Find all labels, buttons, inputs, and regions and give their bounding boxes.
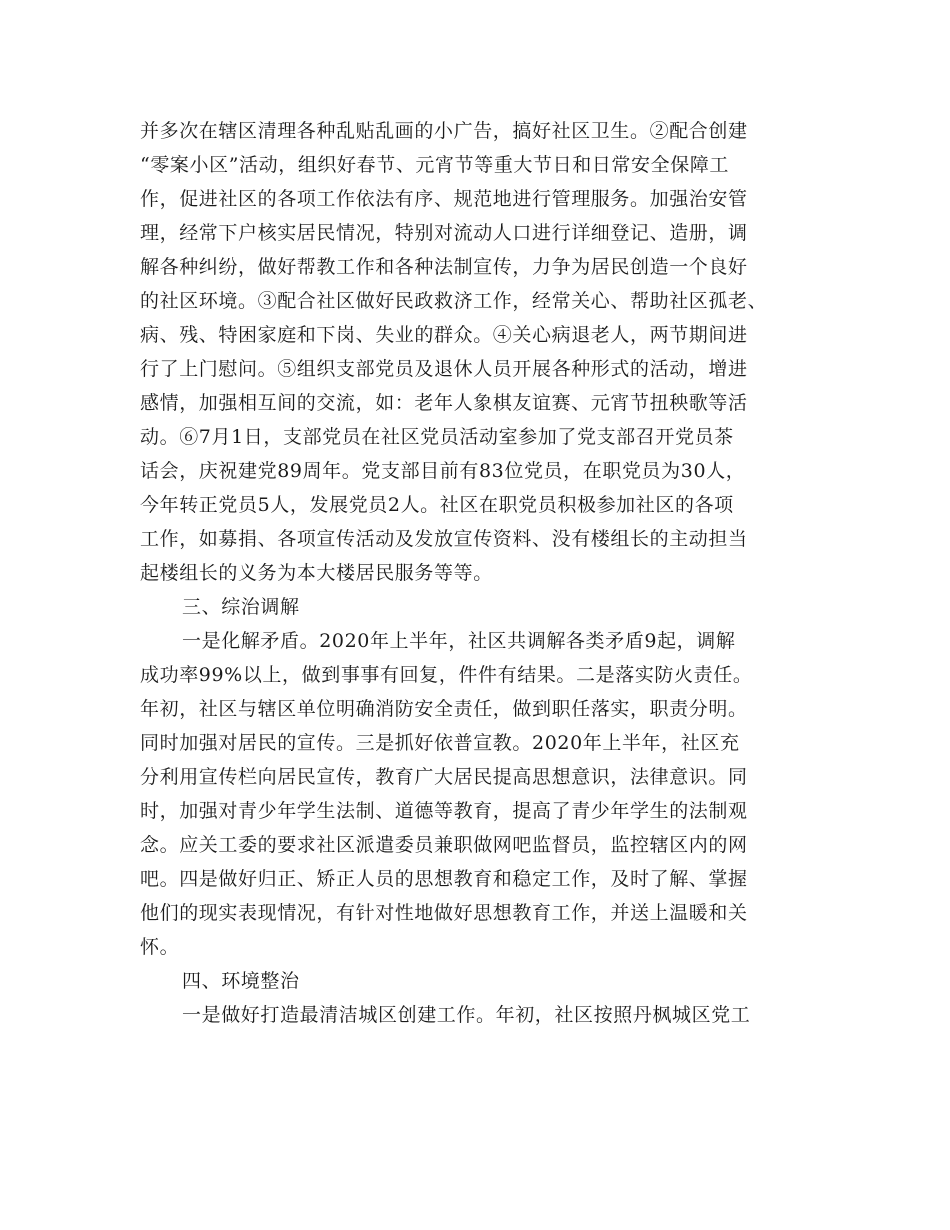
paragraph-line: 理，经常下户核实居民情况，特别对流动人口进行详细登记、造册，调 xyxy=(140,222,748,244)
paragraph-line: 起楼组长的义务为本大楼居民服务等等。 xyxy=(140,562,493,584)
paragraph-line: 时，加强对青少年学生法制、道德等教育，提高了青少年学生的法制观 xyxy=(140,800,748,822)
paragraph-line: 行了上门慰问。⑤组织支部党员及退休人员开展各种形式的活动，增进 xyxy=(140,358,748,380)
paragraph-line: 作，促进社区的各项工作依法有序、规范地进行管理服务。加强治安管 xyxy=(140,188,748,210)
paragraph-line: 分利用宣传栏向居民宣传，教育广大居民提高思想意识，法律意识。同 xyxy=(140,766,748,788)
paragraph-line: 同时加强对居民的宣传。三是抓好依普宣教。2020年上半年，社区充 xyxy=(140,732,740,754)
paragraph-line: 动。⑥7月1日，支部党员在社区党员活动室参加了党支部召开党员茶 xyxy=(140,426,734,448)
paragraph-line: 成功率99%以上，做到事事有回复，件件有结果。二是落实防火责任。 xyxy=(140,664,753,686)
paragraph-line: 一是化解矛盾。2020年上半年，社区共调解各类矛盾9起，调解 xyxy=(182,630,736,652)
paragraph-line: “零案小区”活动，组织好春节、元宵节等重大节日和日常安全保障工 xyxy=(140,154,730,176)
paragraph-line: 并多次在辖区清理各种乱贴乱画的小广告，搞好社区卫生。②配合创建 xyxy=(140,120,748,142)
paragraph-line: 他们的现实表现情况，有针对性地做好思想教育工作，并送上温暖和关 xyxy=(140,902,748,924)
paragraph-line: 的社区环境。③配合社区做好民政救济工作，经常关心、帮助社区孤老、 xyxy=(140,290,768,312)
paragraph-line: 工作，如募捐、各项宣传活动及发放宣传资料、没有楼组长的主动担当 xyxy=(140,528,748,550)
paragraph-line: 解各种纠纷，做好帮教工作和各种法制宣传，力争为居民创造一个良好 xyxy=(140,256,748,278)
section-heading: 三、综治调解 xyxy=(182,596,300,618)
paragraph-line: 吧。四是做好归正、矫正人员的思想教育和稳定工作，及时了解、掌握 xyxy=(140,868,748,890)
paragraph-line: 病、残、特困家庭和下岗、失业的群众。④关心病退老人，两节期间进 xyxy=(140,324,748,346)
paragraph-line: 念。应关工委的要求社区派遣委员兼职做网吧监督员，监控辖区内的网 xyxy=(140,834,748,856)
paragraph-line: 年初，社区与辖区单位明确消防安全责任，做到职任落实，职责分明。 xyxy=(140,698,748,720)
paragraph-line: 感情，加强相互间的交流，如：老年人象棋友谊赛、元宵节扭秧歌等活 xyxy=(140,392,748,414)
section-heading: 四、环境整治 xyxy=(182,970,300,992)
paragraph-line: 话会，庆祝建党89周年。党支部目前有83位党员，在职党员为30人， xyxy=(140,460,746,482)
paragraph-line: 一是做好打造最清洁城区创建工作。年初，社区按照丹枫城区党工 xyxy=(182,1004,751,1026)
paragraph-line: 怀。 xyxy=(140,936,180,958)
paragraph-line: 今年转正党员5人，发展党员2人。社区在职党员积极参加社区的各项 xyxy=(140,494,734,516)
